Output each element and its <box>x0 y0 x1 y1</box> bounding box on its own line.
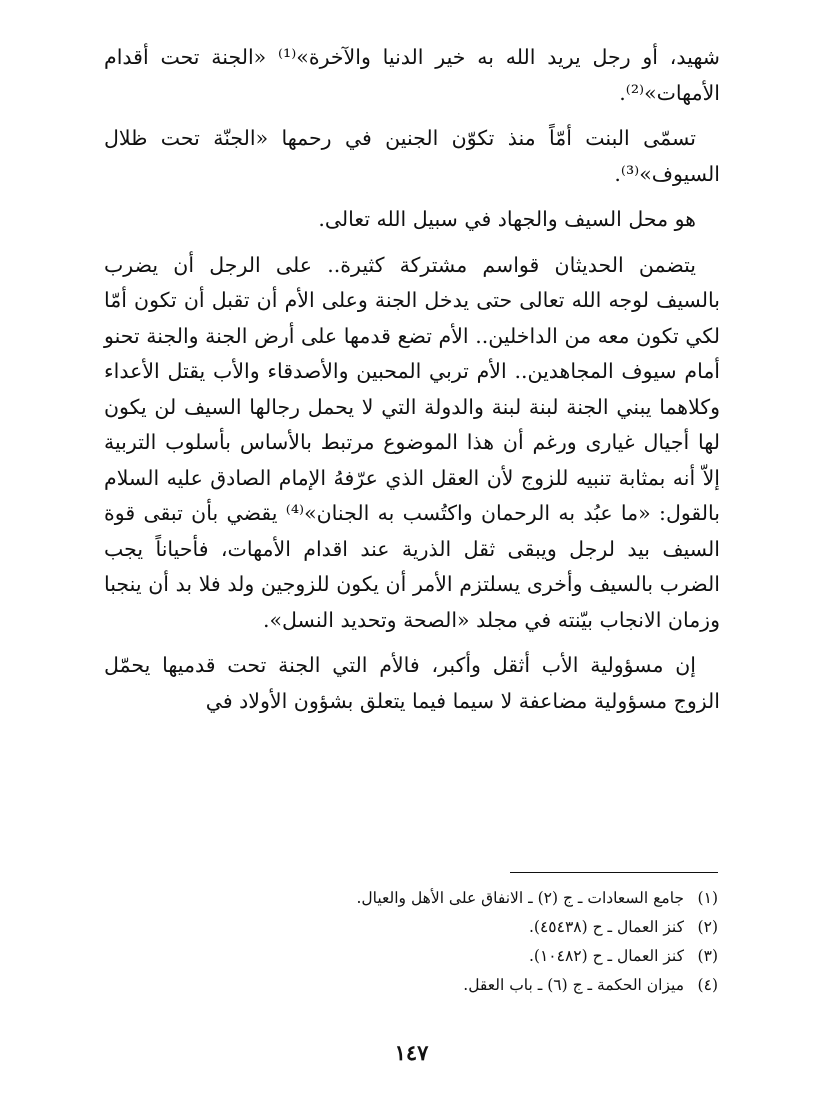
paragraph: هو محل السيف والجهاد في سبيل الله تعالى. <box>318 207 696 231</box>
footnote-item <box>200 942 718 971</box>
footnote-number: (٣) <box>697 947 718 965</box>
page-number: ١٤٧ <box>394 1040 429 1065</box>
paragraph-continuation: شهيد، أو رجل يريد الله به خير الدنيا والآخرة»⁽¹⁾ «الجنة تحت أقدام الأمهات»⁽²⁾. <box>104 45 720 105</box>
footnote-item <box>200 971 718 1000</box>
footnote-number: (١) <box>697 889 718 907</box>
footnote-item <box>200 913 718 942</box>
footnotes <box>200 884 718 1000</box>
paragraph: تسمّى البنت أمّاً منذ تكوّن الجنين في رحمها «الجنّة تحت ظلال السيوف»⁽³⁾. <box>104 126 720 186</box>
footnote-text: كنز العمال ـ ح (١٠٤٨٢). <box>529 947 684 965</box>
footnote-number: (٤) <box>697 976 718 994</box>
footnote-text: جامع السعادات ـ ج (٢) ـ الانفاق على الأهل والعيال. <box>356 889 684 907</box>
main-text <box>104 40 720 729</box>
paragraph: يتضمن الحديثان قواسم مشتركة كثيرة.. على الرجل أن يضرب بالسيف لوجه الله تعالى حتى يدخل الجنة وعلى الأم أن تقبل أن تكون أمّا لكي تكون معه من الداخلين.. الأم تضع قدمها على أرض الجنة والجنة تحنو أمام سيوف المجاهدين.. الأم تربي المحبين والأصدقاء والأب يقتل الأعداء وكلاهما يبني الجنة لبنة لبنة والدولة التي لا يحمل رجالها السيف لن يكون لها أجيال غيارى ورغم أن هذا الموضوع مرتبط بالأساس بأسلوب التربية إلاّ أنه بمثابة تنبيه للزوج لأن العقل الذي عرّفهُ الإمام الصادق عليه السلام بالقول: «ما عبُد به الرحمان واكتُسب به الجنان»⁽⁴⁾ يقضي بأن تبقى قوة السيف بيد لرجل ويبقى ثقل الذرية عند اقدام الأمهات، فأحياناً يجب الضرب بالسيف وأخرى يسلتزم الأمر أن يكون للزوجين ولد فلا بد أن ينجبا وزمان الانجاب بيّنته في مجلد «الصحة وتحديد النسل». <box>104 252 720 632</box>
footnote-number: (٢) <box>697 918 718 936</box>
paragraph: إن مسؤولية الأب أثقل وأكبر، فالأم التي الجنة تحت قدميها يحمّل الزوج مسؤولية مضاعفة لا سيما فيما يتعلق بشؤون الأولاد في <box>104 653 720 713</box>
footnote-text: ميزان الحكمة ـ ج (٦) ـ باب العقل. <box>463 976 684 994</box>
footnote-item <box>200 884 718 913</box>
footnote-text: كنز العمال ـ ح (٤٥٤٣٨). <box>529 918 684 936</box>
footnote-divider <box>510 872 718 873</box>
